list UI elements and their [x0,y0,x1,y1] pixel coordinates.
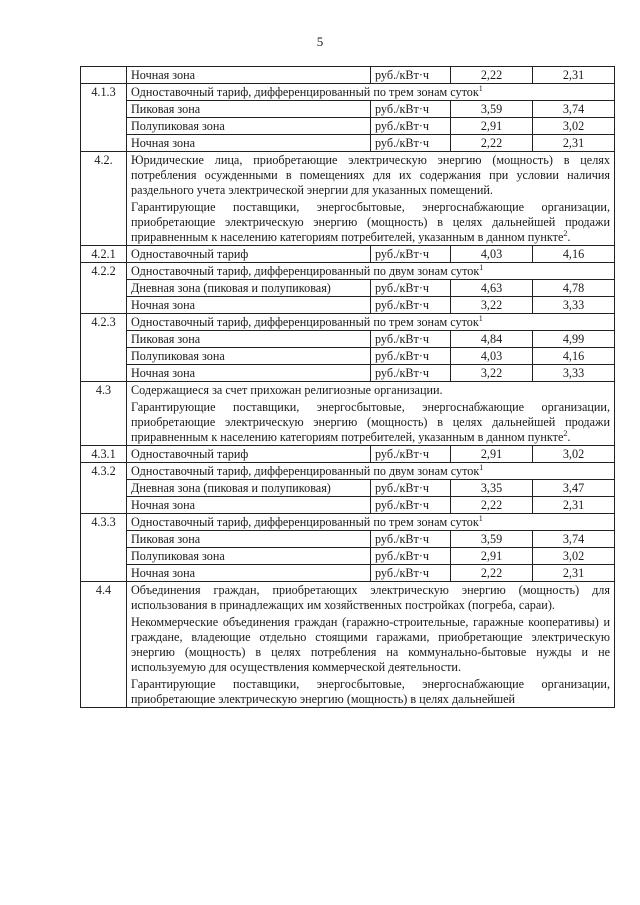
section-number: 4.3.1 [81,446,127,463]
row-label: Пиковая зона [127,331,371,348]
unit-cell: руб./кВт·ч [371,280,451,297]
tariff-value-1: 2,91 [451,118,533,135]
footnote-ref: 2 [563,228,568,238]
table-row [81,446,615,463]
section-header-4-3-3 [81,514,615,531]
row-label: Ночная зона [127,565,371,582]
tariff-value-1: 4,03 [451,246,533,263]
row-label: Полупиковая зона [127,118,371,135]
unit-cell: руб./кВт·ч [371,365,451,382]
table-row [81,101,615,118]
tariff-value-2: 2,31 [533,565,615,582]
footnote-ref: 1 [479,462,484,472]
tariff-value-1: 4,84 [451,331,533,348]
section-number: 4.2. [81,152,127,246]
row-label: Пиковая зона [127,101,371,118]
table-row [81,480,615,497]
section-header-4-1-3 [81,84,615,101]
section-number: 4.3.2 [81,463,127,514]
tariff-value-1: 3,59 [451,101,533,118]
unit-cell: руб./кВт·ч [371,446,451,463]
footnote-ref: 1 [478,313,483,323]
section-description: Некоммерческие объединения граждан (гаражно-строительные, гаражные кооперативы) и граждане, владеющие отдельно стоящими гаражами, приобретающие электрическую энергию (мощность) в целях потребления на коммунально-бытовые нужды и не используемую для осуществления коммерческой деятельности. [131,615,610,674]
tariff-value-2: 2,31 [533,497,615,514]
section-title: Одноставочный тариф, дифференцированный по двум зонам суток [131,464,480,478]
table-row [81,246,615,263]
section-number: 4.3 [81,382,127,446]
section-description: Гарантирующие поставщики, энергосбытовые, энергоснабжающие организации, приобретающие электрическую энергию (мощность) в целях дальнейшей продажи приравненным к населению категориям потребителей, указанным в данном пункте [131,400,610,444]
table-row [81,331,615,348]
section-number: 4.4 [81,582,127,708]
section-number: 4.2.2 [81,263,127,314]
tariff-value-2: 3,02 [533,118,615,135]
section-header-4-2-3 [81,314,615,331]
section-description: Объединения граждан, приобретающих электрическую энергию (мощность) для использования в принадлежащих им хозяйственных постройках (погреба, сараи). [131,583,610,612]
row-label: Одноставочный тариф [127,446,371,463]
row-label: Ночная зона [127,135,371,152]
section-description: Содержащиеся за счет прихожан религиозные организации. [131,383,443,397]
unit-cell: руб./кВт·ч [371,480,451,497]
unit-cell: руб./кВт·ч [371,497,451,514]
tariff-value-2: 4,16 [533,246,615,263]
tariff-value-1: 2,22 [451,67,533,84]
table-row [81,297,615,314]
section-title: Одноставочный тариф, дифференцированный по двум зонам суток [131,264,480,278]
row-label: Ночная зона [127,365,371,382]
unit-cell: руб./кВт·ч [371,67,451,84]
tariff-value-2: 3,33 [533,297,615,314]
row-label: Дневная зона (пиковая и полупиковая) [127,480,371,497]
section-description: Гарантирующие поставщики, энергосбытовые, энергоснабжающие организации, приобретающие электрическую энергию (мощность) в целях дальнейшей [131,677,610,706]
row-label: Дневная зона (пиковая и полупиковая) [127,280,371,297]
tariff-value-2: 3,33 [533,365,615,382]
table-row [81,497,615,514]
row-label: Одноставочный тариф [127,246,371,263]
tariff-value-1: 2,91 [451,446,533,463]
tariff-value-1: 4,03 [451,348,533,365]
unit-cell: руб./кВт·ч [371,246,451,263]
row-label: Полупиковая зона [127,548,371,565]
section-4-4 [81,582,615,708]
tariff-value-1: 2,22 [451,497,533,514]
tariff-value-1: 3,22 [451,365,533,382]
unit-cell: руб./кВт·ч [371,348,451,365]
section-number: 4.2.1 [81,246,127,263]
footnote-ref: 1 [479,262,484,272]
tariff-value-2: 2,31 [533,135,615,152]
section-4-3 [81,382,615,446]
footnote-ref: 2 [563,428,568,438]
unit-cell: руб./кВт·ч [371,135,451,152]
table-row [81,365,615,382]
table-row [81,118,615,135]
unit-cell: руб./кВт·ч [371,118,451,135]
section-title: Одноставочный тариф, дифференцированный по трем зонам суток [131,85,479,99]
punctuation: . [567,430,571,444]
tariff-value-2: 3,74 [533,101,615,118]
unit-cell: руб./кВт·ч [371,297,451,314]
section-header-4-2-2 [81,263,615,280]
table-row [81,67,615,84]
section-number: 4.1.3 [81,84,127,152]
unit-cell: руб./кВт·ч [371,101,451,118]
tariff-value-2: 4,78 [533,280,615,297]
section-description: Гарантирующие поставщики, энергосбытовые, энергоснабжающие организации, приобретающие электрическую энергию (мощность) в целях дальнейшей продажи приравненным к населению категориям потребителей, указанным в данном пункте [131,200,610,244]
footnote-ref: 1 [478,513,483,523]
tariff-value-2: 3,74 [533,531,615,548]
footnote-ref: 1 [478,83,483,93]
row-label: Полупиковая зона [127,348,371,365]
row-label: Ночная зона [127,297,371,314]
row-label: Ночная зона [127,497,371,514]
row-label: Пиковая зона [127,531,371,548]
section-title: Одноставочный тариф, дифференцированный по трем зонам суток [131,315,479,329]
tariff-value-1: 4,63 [451,280,533,297]
table-row [81,280,615,297]
unit-cell: руб./кВт·ч [371,531,451,548]
tariff-value-1: 3,59 [451,531,533,548]
section-4-2 [81,152,615,246]
table-row [81,135,615,152]
page-number: 5 [316,34,324,49]
section-description: Юридические лица, приобретающие электрическую энергию (мощность) в целях потребления осужденными в помещениях для их содержания при условии наличия раздельного учета электрической энергии для указанных помещений. [131,153,610,197]
tariff-value-1: 2,22 [451,565,533,582]
tariff-value-1: 2,91 [451,548,533,565]
row-label: Ночная зона [127,67,371,84]
unit-cell: руб./кВт·ч [371,565,451,582]
tariff-value-1: 2,22 [451,135,533,152]
tariff-value-2: 2,31 [533,67,615,84]
tariff-value-2: 3,02 [533,548,615,565]
table-row [81,531,615,548]
punctuation: . [567,230,571,244]
table-row [81,565,615,582]
table-row [81,348,615,365]
unit-cell: руб./кВт·ч [371,548,451,565]
tariff-value-2: 4,99 [533,331,615,348]
tariff-value-2: 3,47 [533,480,615,497]
unit-cell: руб./кВт·ч [371,331,451,348]
tariff-value-1: 3,22 [451,297,533,314]
section-number: 4.3.3 [81,514,127,582]
tariff-table [80,66,615,708]
section-number: 4.2.3 [81,314,127,382]
tariff-value-2: 4,16 [533,348,615,365]
table-row [81,548,615,565]
tariff-value-1: 3,35 [451,480,533,497]
tariff-value-2: 3,02 [533,446,615,463]
section-header-4-3-2 [81,463,615,480]
section-title: Одноставочный тариф, дифференцированный по трем зонам суток [131,515,479,529]
